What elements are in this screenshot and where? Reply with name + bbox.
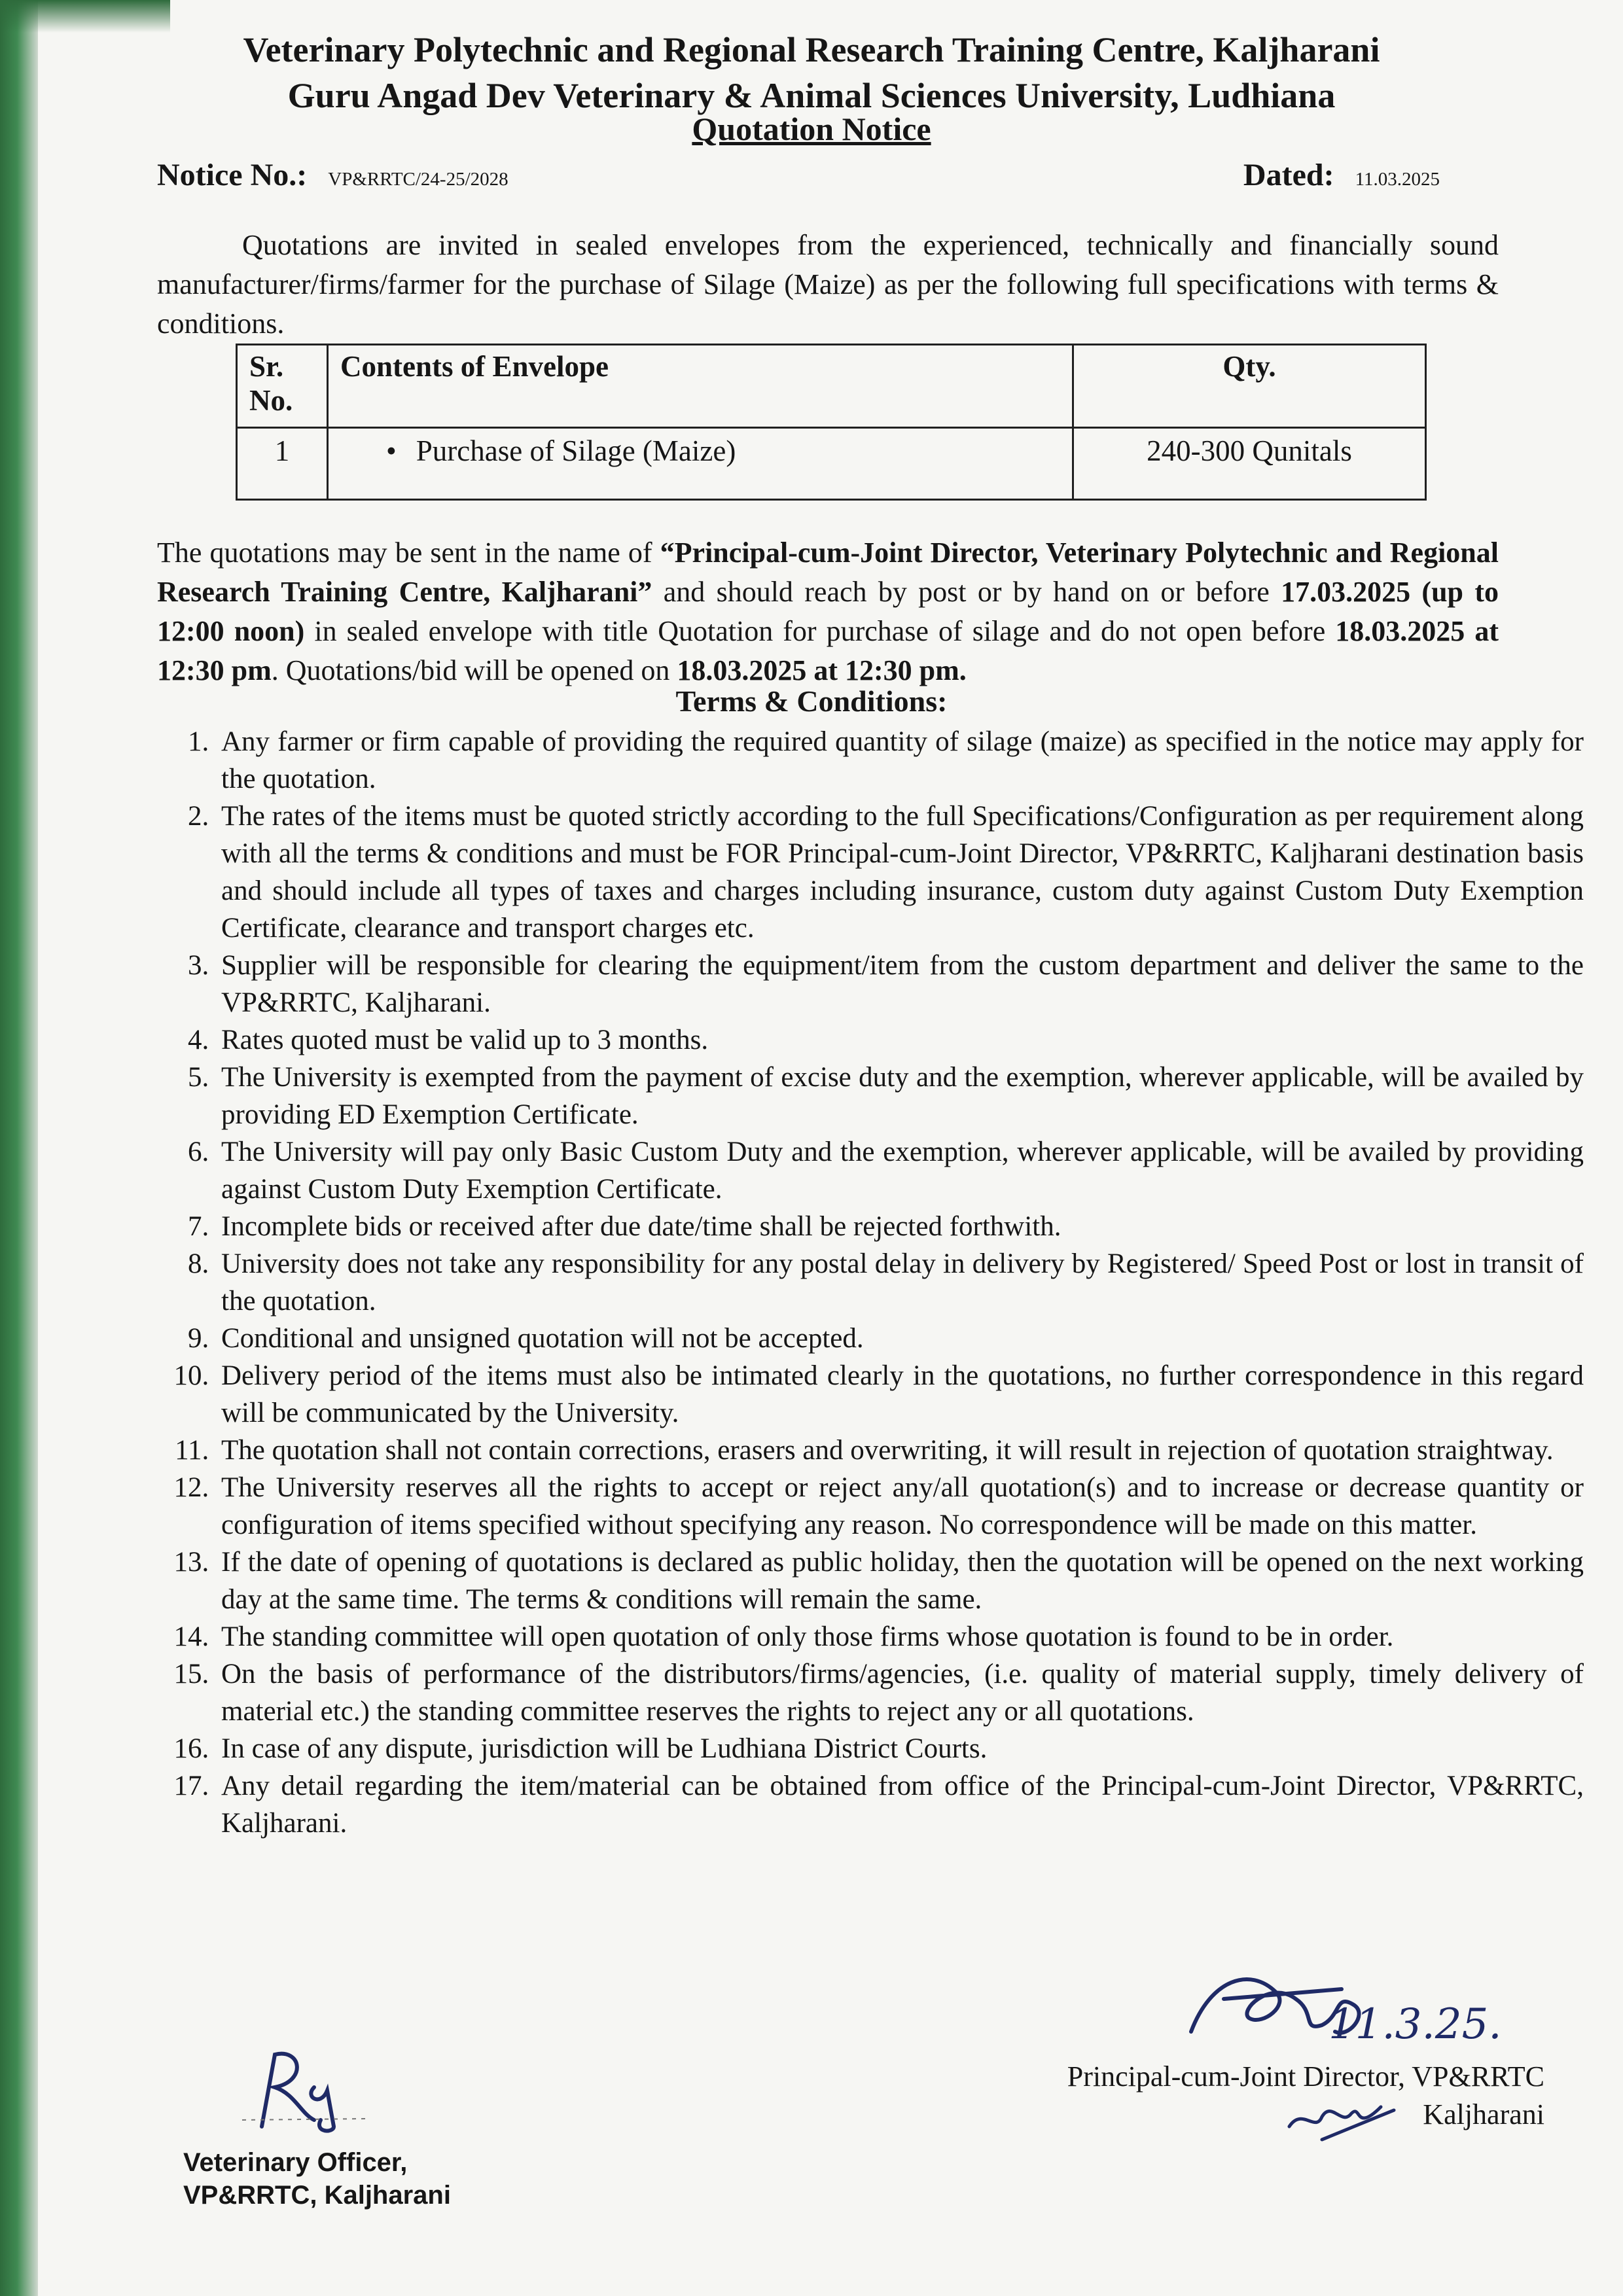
term-item: 4. Rates quoted must be valid up to 3 months. (216, 1021, 1584, 1059)
institution-name: Veterinary Polytechnic and Regional Research Training Centre, Kaljharani (243, 30, 1380, 69)
cell-content (328, 428, 1073, 500)
term-item: 6. The University will pay only Basic Custom Duty and the exemption, wherever applicable, will be availed by providing against Custom Duty Exemption Certificate. (216, 1133, 1584, 1208)
notice-info-row (157, 157, 1440, 209)
cell-qty: 240-300 Qunitals (1073, 428, 1426, 500)
terms-heading: Terms & Conditions: (675, 684, 948, 718)
term-item: 7. Incomplete bids or received after due date/time shall be rejected forthwith. (216, 1208, 1584, 1245)
principal-location: Kaljharani (1423, 2098, 1544, 2130)
handwritten-date: 11.3.25. (1329, 2000, 1502, 2049)
veterinary-officer-signature (236, 2041, 380, 2140)
principal-signatory-block (890, 2058, 1544, 2134)
para2-text-2: and should reach by post or by hand on or before (652, 576, 1281, 608)
notice-number-value: VP&RRTC/24-25/2028 (328, 169, 508, 190)
para2-text-4: . Quotations/bid will be opened on (271, 654, 677, 686)
term-item: 10. Delivery period of the items must also be intimated clearly in the quotations, no further correspondence in this regard will be communicated by the University. (216, 1357, 1584, 1432)
contents-table (236, 344, 1427, 501)
para2-text-3: in sealed envelope with title Quotation for purchase of silage and do not open before (304, 615, 1336, 647)
veterinary-officer-location: VP&RRTC, Kaljharani (183, 2181, 451, 2210)
veterinary-officer-block (183, 2146, 451, 2212)
header-qty: Qty. (1073, 345, 1426, 428)
term-item: 13. If the date of opening of quotations is declared as public holiday, then the quotation will be opened on the next working day at the same time. The terms & conditions will remain the same. (216, 1544, 1584, 1618)
term-item: 2. The rates of the items must be quoted strictly according to the full Specifications/Configuration as per requirement along with all the terms & conditions and must be FOR Principal-cum-Joint Director, VP&RRTC, Kaljharani destination basis and should include all types of taxes and charges including insurance, custom duty against Custom Duty Exemption Certificate, clearance and transport charges etc. (216, 798, 1584, 947)
principal-designation: Principal-cum-Joint Director, VP&RRTC (1067, 2060, 1544, 2093)
para2-open-after: 18.03.2025 at 12:30 pm (157, 615, 1499, 686)
terms-list (157, 723, 1584, 1842)
principal-signature (1165, 1953, 1505, 2064)
green-border-corner (0, 0, 170, 33)
initials-signature (1283, 2087, 1400, 2146)
notice-date (1243, 157, 1440, 193)
university-name: Guru Angad Dev Veterinary & Animal Sciences University, Ludhiana (287, 76, 1336, 115)
header-contents: Contents of Envelope (328, 345, 1073, 428)
green-border-edge (0, 0, 38, 2296)
veterinary-officer-designation: Veterinary Officer, (183, 2148, 408, 2177)
intro-paragraph: Quotations are invited in sealed envelopes from the experienced, technically and financially sound manufacturer/firms/farmer for the purchase of Silage (Maize) as per the following full specifications with terms & conditions. (157, 229, 1499, 340)
header-sr-no: Sr. No. (237, 345, 328, 428)
para2-addressee: “Principal-cum-Joint Director, Veterinary Polytechnic and Regional Research Training Centre, Kaljharani” (157, 537, 1499, 608)
table-row (237, 428, 1426, 500)
term-item: 5. The University is exempted from the payment of excise duty and the exemption, wherever applicable, will be availed by providing ED Exemption Certificate. (216, 1059, 1584, 1133)
term-item: 16. In case of any dispute, jurisdiction will be Ludhiana District Courts. (216, 1730, 1584, 1767)
cell-sr: 1 (237, 428, 328, 500)
cell-content-text: Purchase of Silage (Maize) (416, 434, 736, 467)
term-item: 17. Any detail regarding the item/material can be obtained from office of the Principal-cum-Joint Director, VP&RRTC, Kaljharani. (216, 1767, 1584, 1842)
notice-date-value: 11.03.2025 (1355, 169, 1440, 190)
para2-text-1: The quotations may be sent in the name of (157, 537, 660, 569)
document-title: Quotation Notice (692, 111, 931, 147)
term-item: 3. Supplier will be responsible for clearing the equipment/item from the custom department and deliver the same to the VP&RRTC, Kaljharani. (216, 947, 1584, 1021)
para2-opening-date: 18.03.2025 at 12:30 pm. (677, 654, 967, 686)
term-item: 11. The quotation shall not contain corrections, erasers and overwriting, it will result in rejection of quotation straightway. (216, 1432, 1584, 1469)
submission-paragraph (157, 533, 1499, 690)
notice-number-label: Notice No.: (157, 158, 308, 192)
notice-number (157, 157, 508, 193)
notice-date-label: Dated: (1243, 158, 1334, 192)
term-item: 14. The standing committee will open quotation of only those firms whose quotation is found to be in order. (216, 1618, 1584, 1655)
term-item: 15. On the basis of performance of the distributors/firms/agencies, (i.e. quality of material supply, timely delivery of material etc.) the standing committee reserves the rights to reject any or all quotations. (216, 1655, 1584, 1730)
term-item: 12. The University reserves all the rights to accept or reject any/all quotation(s) and to increase or decrease quantity or configuration of items specified without specifying any reason. No correspondence will be made on this matter. (216, 1469, 1584, 1544)
table-header-row (237, 345, 1426, 428)
term-item: 1. Any farmer or firm capable of providing the required quantity of silage (maize) as specified in the notice may apply for the quotation. (216, 723, 1584, 798)
term-item: 8. University does not take any responsibility for any postal delay in delivery by Registered/ Speed Post or lost in transit of the quotation. (216, 1245, 1584, 1320)
para2-deadline: 17.03.2025 (up to 12:00 noon) (157, 576, 1499, 647)
bullet-icon: • (386, 434, 397, 467)
term-item: 9. Conditional and unsigned quotation will not be accepted. (216, 1320, 1584, 1357)
